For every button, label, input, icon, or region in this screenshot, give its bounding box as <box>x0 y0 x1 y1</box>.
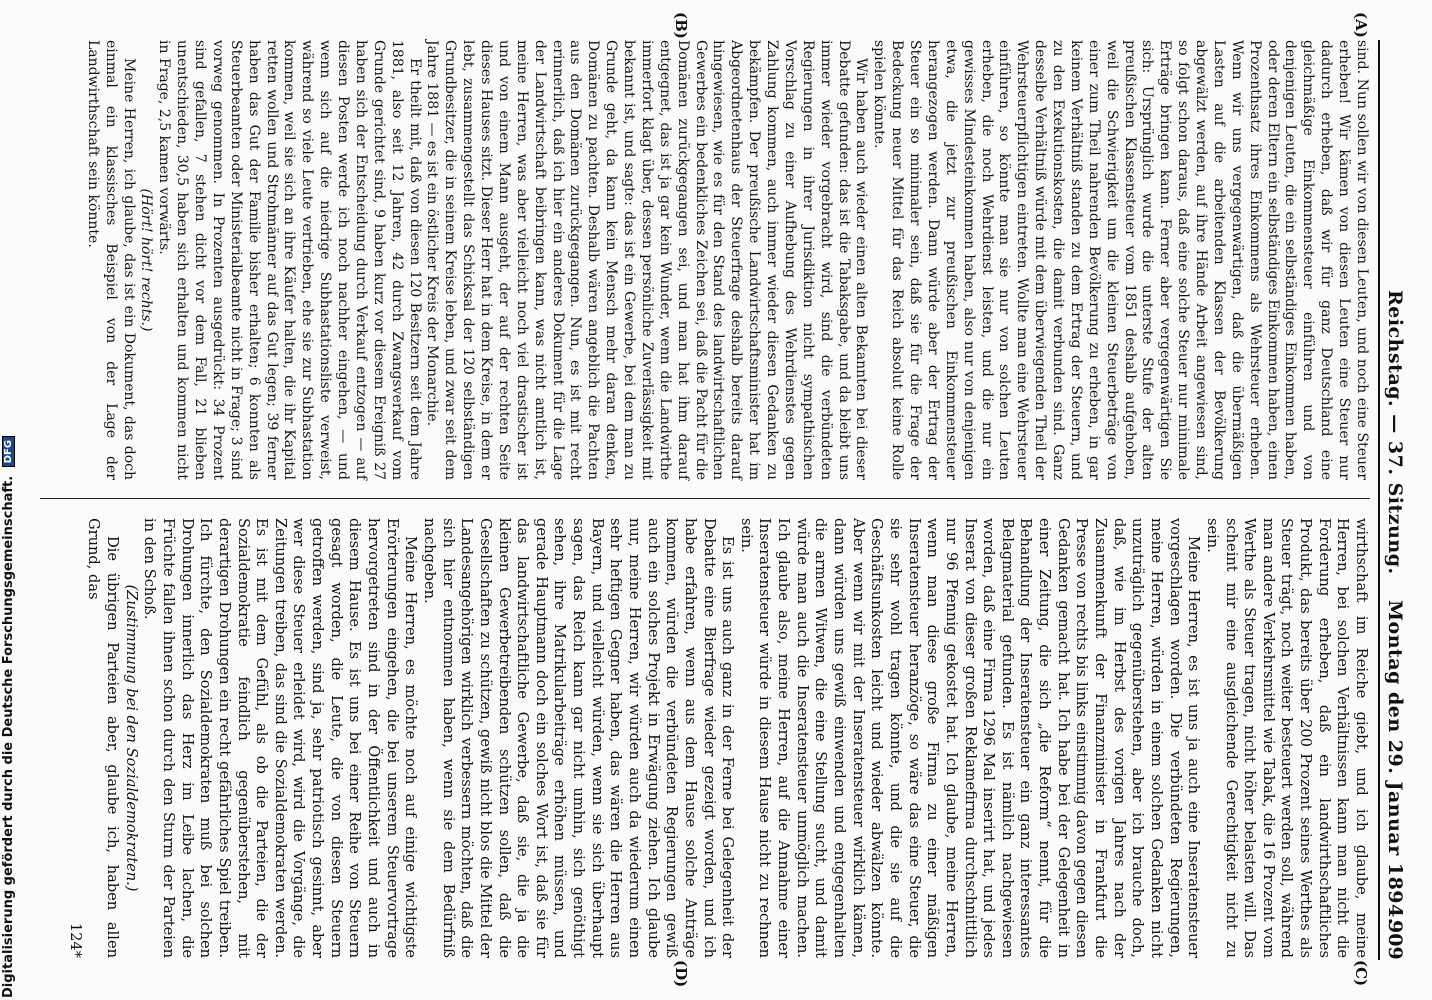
right-column <box>65 518 1370 958</box>
column-divider <box>40 498 1370 499</box>
page-header <box>1382 40 1410 960</box>
stage-direction: (Zustimmung bei den Sozialdemokraten.) <box>122 584 140 892</box>
margin-note-a: (A) <box>1352 12 1370 38</box>
dfg-logo-icon: DFG <box>2 436 15 467</box>
margin-note-d: (D) <box>672 960 690 988</box>
margin-note-b: (B) <box>672 12 690 39</box>
page-number: 909 <box>1384 920 1406 960</box>
paragraph: Er theilt mit, daß von diesen 120 Besitzern seit dem Jahre 1881, also seit 12 Jahren, 42 durch Zwangsverkauf vom Grunde gerichtet sind, 9 haben kurz vor diesem Ereigniß 27 haben sich der Entscheidung durch Verkauf entzogen — auf diesen Posten werde ich noch nachher eingehen, — und wenn sich auf die niedrige Subhastationsliste verweist, während so viele Leute vertrieben, ehe sie zur Subhastation kommen, weil sie sich an ihre Käufer halten, die ihr Kapital retten wollen und Strohmänner auf das Gut legen; 39 ferner haben das Gut der Familie bisher erhalten; 6 konnten als Steuerbeamten oder Ministerialbeamte nicht in Frage; 3 sind vorweg genommen. In Prozenten ausgedrückt: 34 Prozent sind gefallen, 7 stehen dicht vor dem Fall, 21 blieben unentschieden, 30,5 haben sich erhalten und kommen nicht in Frage, 2,5 kamen vorwärts. <box>156 40 423 480</box>
running-title: Reichstag. — 37. Sitzung. <box>1384 290 1406 575</box>
header-rule <box>1378 40 1380 960</box>
paragraph: Meine Herren, es ist uns ja auch eine Inseratensteuer vorgeschlagen worden. Die verbündeten Regierungen, meine Herren, würden in einem solchen Gedanken nicht unzuträglich gegenüberstehen, aber ich brauche doch, daß, wie im Herbst des vorigen Jahres nach der Zusammenkunft der Finanzminister in Frankfurt die Presse von rechts bis links einstimmig davon gegen diesen Gedanken gemacht hat. Ich habe bei der Gelegenheit in einer Zeitung, die sich „die Reform“ nennt, für die Behandlung der Inseratensteuer ein ganz interessantes Belagmaterial gefunden. Es ist nämlich nachgewiesen worden, daß eine Firma 1296 Mal inserirt hat, und jedes Inserat von dieser großen Reklamefirma durchschnittlich nur 96 Pfennig gekostet hat. Ich glaube, meine Herren, wenn man diese große Firma zu einer mäßigen Inseratensteuer heranzöge, so wäre das eine Steuer, die sie sehr wohl tragen könnte, und die sie auf die Geschäftsunkosten leicht und wieder abwälzen könnte. Aber wenn wir mit der Inseratensteuer wirklich kämen, dann würden uns gewiß einwenden und entgegenhalten die armen Witwen, die eine Stellung sucht, und damit würde man auch die Inseratensteuer unmöglich machen. Ich glaube also, meine Herren, auf die Annahme einer Inseratensteuer würde in diesem Hause nicht zu rechnen sein. <box>737 518 1203 958</box>
paragraph: Meine Herren, es möchte noch auf einige wichtigste Erörterungen eingehen, die bei unserem Steuervortrage hervorgetreten sind in der Öffentlichkeit und auch in diesem Hause. Es ist uns bei einer Reihe von Steuern gesagt worden, die Leute, die von diesen Steuern getroffen werden, sind ja, sehr patriotisch gesinnt, aber wer diese Steuer erleidet wird, wird die Vorgänge, die Zeitungen treiben, das sind die Sozialdemokraten werden. Es ist mit dem Gefühl, als ob die Parteien, die der Sozialdemokratie feindlich gegenüberstehen, mit derartigen Drohungen ein recht gefährliches Spiel treiben. Ich fürchte, den Sozialdemokraten muß bei solchen Drohungen innerlich das Herz im Leibe lachen, die Früchte fallen ihnen schon durch den Sturm der Parteien in den Schoß. <box>141 518 420 958</box>
stage-direction: (Hört! hört! rechts.) <box>138 188 155 332</box>
paragraph: Es ist uns auch ganz in der Ferne bei Gelegenheit der Debatte eine Bierfrage wieder gezeigt worden, und ich habe erfahren, wenn aus dem Hause solche Anträge kommen, würden die verbündeten Regierungen gewiß auch ein solches Projekt in Erwägung ziehen. Ich glaube nur, meine Herren, wir würden auch da wiederum einen sehr heftigen Gegner haben, das wären die Herren aus Bayern, und vielleicht würden, wenn sie sich überhaupt sagen, das Reich kann gar nicht umhin, sich genöthigt sehen, ihre Matrikularbeiträge erhöhen müssen, und gerade Hauptmann doch ein solches Wort ist, daß sie für das landwirtschaftliche Gewerbe, daß sie, die ja die kleinen Gewerbetreibenden schützen sollen, daß die Gesellschaften zu schützen, gewiß nicht blos die Mittel der Landesangehörigen wirklich verbessern möchten, daß die sich hier entnommen haben, wenn sie dem Bedürfniß nachgeben. <box>420 518 737 958</box>
paragraph: Wir haben auch wieder einen alten Bekannten bei dieser Debatte gefunden: das ist die Tabaksgabe, und da bleibt uns immer wieder vorgebracht wird, sind die verbündeten Regierungen in ihrer Jurisdiktion nicht sympathischen Vorschlag zu einer Aufhebung des Wehrdienstes gegen Zahlung kommen, auch immer wieder diesen Gedanken zu bekämpfen. Der preußische Landwirtschaftsminister hat im Abgeordnetenhaus der Steuerfrage deshalb bereits darauf hingewiesen, wie es für den Stand des landwirtschaftlichen Gewerbes ein bedenkliches Zeichen sei, daß die Pacht für die Domänen zurückgegangen sei, und man hat ihm darauf entgegnet, das ist ja gar kein Wunder, wenn die Landwirthe immerfort klagt über, dessen persönliche Zuverlässigkeit mit bekannt ist, und sagte: das ist ein Gewerbe, bei dem man zu Grunde geht, da kann kein Mensch mehr daran denken, Domänen zu pachten. Deshalb wären angeblich die Pachten aus den Domänen zurückgegangen. Nun, es ist mit recht erinnerlich, daß ich hier ein anderes Dokument für die Lage der Landwirtschaft beibringen kann, was nicht amtlich ist, meine Herren, was aber vielleicht noch viel drastischer ist und von einem Mann ausgeht, der auf der rechten Seite dieses Hauses sitzt. Dieser Herr hat in dem Kreise, in dem er lebt, zusammengestellt das Schicksal der 120 selbständigen Grundbesitzer, die in seinem Kreise leben, und zwar seit dem Jahre 1881 — es ist ein östlicher Kreis der Monarchie. <box>424 40 870 480</box>
digitization-credit: Digitalisierung gefördert durch die Deutsche Forschungsgemeinschaft. <box>1 475 16 998</box>
rotated-page-content <box>10 10 1410 990</box>
session-date: Montag den 29. Januar 1894. <box>1384 600 1406 925</box>
paragraph: wirthschaft im Reiche giebt, und ich glaube, meine Herren, bei solchen Verhältnissen kann man nicht die Forderung erheben, daß ein landwirthschaftliches Produkt, das bereits über 200 Prozent seines Werthes als Steuer trägt, noch weiter besteuert werden soll, während man andere Verkehrsmittel wie Tabak, die 16 Prozent vom Werthe als Steuer tragen, nicht höher belasten will. Das scheint mir eine ausgleichende Gerechtigkeit nicht zu sein. <box>1203 518 1370 958</box>
paragraph: Die übrigen Parteien aber, glaube ich, haben allen Grund, das <box>85 518 122 958</box>
paragraph: sind. Nun sollen wir von diesen Leuten, und noch eine Steuer erheben! Wir kämen von diesen Leuten eine Steuer nur dadurch erheben, daß wir für ganz Deutschland eine gleichmäßige Einkommensteuer einführen und von denjenigen Leuten, die ein selbständiges Einkommen haben, oder deren Eltern ein selbständiges Einkommen haben, einen Prozenthsatz ihres Einkommens als Wehrsteuer erheben. Wenn wir uns vergegenwärtigen, daß die übermäßigen Lasten auf die arbeitenden Klassen der Bevölkerung abgewälzt werden, auf ihre Hände Arbeit angewiesen sind, so folgt schon daraus, daß eine solche Steuer nur minimale Erträge bringen kann. Ferner aber vergegenwärtigen Sie sich: Ursprünglich wurde die unterste Stufe der alten preußischen Klassensteuer vom 1851 deshalb aufgehoben, weil die Schwierigkeit um die kleinen Steuerbeträge von einer zum Theil nahrenden Bevölkerung zu erheben, in gar keinem Verhältniß standen zu dem Ertrag der Steuern, und zu den Exekutionskosten, die damit verbunden sind. Ganz desselbe Verhältniß würde mit dem überwiegenden Theil der Wehrsteuerpflichtigen eintreten. Wollte man eine Wehrsteuer einführen, so könnte man sie nur von solchen Leuten erheben, die noch Wehrdienst leisten, und die nur ein gewisses Mindesteinkommen haben, also nur von denjenigen etwa, die jetzt zur preußischen Einkommensteuer herangezogen werden. Dann würde aber der Ertrag der Steuer ein so minimaler sein, daß sie für die Frage der Bedeckung neuer Mittel für das Reich absolut keine Rolle spielen könnte. <box>871 40 1370 480</box>
paragraph: Meine Herren, ich glaube, das ist ein Dokument, das doch einmal ein klassisches Beispiel von der Lage der Landwirthschaft sein könnte. <box>84 40 137 480</box>
margin-note-c: (C) <box>1352 960 1370 987</box>
left-column <box>83 40 1370 480</box>
signature-mark: 124* <box>66 922 84 958</box>
